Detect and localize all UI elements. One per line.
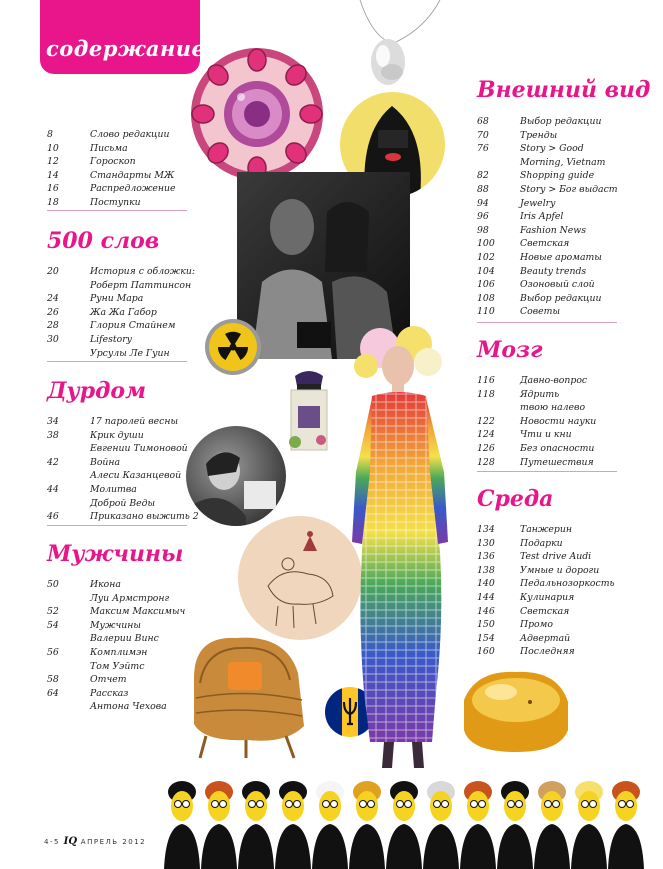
- divider: [47, 210, 187, 211]
- toc-entry-title: Озоновый слой: [520, 279, 595, 291]
- toc-page-number: 46: [47, 511, 59, 523]
- toc-page-number: 24: [47, 293, 59, 305]
- toc-page-number: 10: [47, 142, 59, 154]
- toc-page-number: 28: [47, 320, 59, 332]
- toc-page-number: 76: [477, 143, 489, 155]
- toc-entry-title: Test drive Audi: [520, 551, 592, 563]
- toc-entry-title: Икона: [90, 579, 121, 590]
- toc-entry-title: Умные и дороги: [520, 564, 600, 576]
- toc-page-number: 26: [47, 306, 59, 318]
- toc-page-number: 50: [47, 579, 59, 590]
- toc-entry-title: Светская: [520, 605, 570, 617]
- pink-ring-image: [183, 42, 331, 192]
- toc-entry-title: Глория Стайнем: [90, 320, 176, 332]
- divider: [477, 322, 617, 323]
- page-numbers: 4-5: [44, 838, 60, 846]
- toc-page-number: 140: [477, 578, 495, 590]
- toc-entry-title: Выбор редакции: [520, 292, 602, 304]
- toc-entry-title: Жа Жа Габор: [90, 306, 157, 318]
- toc-entry-title: Подарки: [520, 537, 563, 549]
- toc-entry-title: Приказано выжить 2: [90, 511, 199, 523]
- toc-page-number: 8: [47, 129, 53, 140]
- toc-entry-title: Story > Бог выдаст: [520, 183, 618, 195]
- toc-page-number: 144: [477, 591, 495, 603]
- divider: [477, 471, 617, 472]
- toc-page-number: 64: [47, 687, 59, 699]
- toc-page-number: 42: [47, 456, 59, 468]
- section-title-env: Среда: [477, 486, 554, 512]
- toc-entry-title: Советы: [520, 306, 561, 318]
- toc-entry-title: Кулинария: [520, 591, 575, 603]
- toc-entry-title: Beauty trends: [520, 265, 587, 277]
- toc-page-number: 58: [47, 674, 59, 686]
- issue-date: АПРЕЛЬ 2012: [80, 838, 147, 846]
- toc-page-number: 104: [477, 265, 495, 277]
- amber-ring-image: [456, 660, 576, 756]
- toc-entry-title: Рассказ: [90, 687, 129, 699]
- toc-entry-title: Поступки: [90, 196, 141, 208]
- toc-page-number: 118: [477, 388, 495, 400]
- footer: [44, 836, 146, 847]
- film-still-circle-image: [186, 426, 286, 526]
- toc-page-number: 82: [477, 170, 489, 182]
- toc-page-number: 136: [477, 551, 495, 563]
- toc-entry-title: Адвертай: [520, 632, 571, 644]
- toc-page-number: 34: [47, 416, 59, 427]
- toc-entry-title: Распредложение: [90, 183, 176, 195]
- toc-page-number: 128: [477, 456, 495, 468]
- toc-entry-title: Последняя: [520, 646, 575, 658]
- toc-entry-title: Стандарты МЖ: [90, 169, 175, 181]
- toc-entry-title: Shopping guide: [520, 170, 595, 182]
- section-title-brain: Мозг: [477, 337, 543, 363]
- toc-page-number: 52: [47, 606, 59, 618]
- toc-entry-title: Промо: [520, 619, 553, 631]
- toc-entry-title: Ядрить: [520, 388, 560, 400]
- toc-entry-title: Гороскоп: [90, 156, 136, 168]
- section-title-500-words: 500 слов: [47, 228, 160, 254]
- toc-page-number: 70: [477, 129, 489, 141]
- toc-entry-title: Доброй Веды: [90, 497, 156, 509]
- wicker-chair-image: [186, 628, 308, 760]
- toc-page-number: 102: [477, 251, 495, 263]
- toc-entry-title: Давно-вопрос: [520, 375, 588, 386]
- toc-page-number: 126: [477, 442, 495, 454]
- toc-page-number: 122: [477, 415, 495, 427]
- toc-page-number: 94: [477, 197, 489, 209]
- toc-entry-title: Педальнозоркость: [520, 578, 615, 590]
- toc-page-number: 88: [477, 183, 489, 195]
- toc-entry-title: Путешествия: [520, 456, 594, 468]
- toc-entry-title: Отчет: [90, 674, 127, 686]
- toc-entry-title: Jewelry: [520, 197, 556, 209]
- toc-entry-title: 17 паролей весны: [90, 416, 179, 427]
- toc-entry-title: Без опасности: [520, 442, 595, 454]
- section-title-durdom: Дурдом: [47, 378, 146, 404]
- cartoon-characters-strip: [160, 772, 663, 869]
- toc-entry-title: Евгении Тимоновой: [90, 443, 188, 455]
- toc-entry-title: Письма: [90, 142, 128, 154]
- perfume-bottle-image: [285, 368, 333, 452]
- toc-page-number: 54: [47, 619, 59, 631]
- toc-page-number: 18: [47, 196, 59, 208]
- toc-page-number: 138: [477, 564, 495, 576]
- radiation-icon: [203, 317, 263, 377]
- toc-page-number: 134: [477, 524, 495, 535]
- toc-entry-title: Крик души: [90, 429, 144, 441]
- toc-page-number: 44: [47, 483, 59, 495]
- toc-entry-title: Молитва: [90, 483, 137, 495]
- toc-page-number: 146: [477, 605, 495, 617]
- toc-entry-title: Выбор редакции: [520, 116, 602, 127]
- toc-page-number: 160: [477, 646, 495, 658]
- toc-entry-title: Руни Мара: [90, 293, 144, 305]
- magazine-logo: IQ: [63, 836, 78, 847]
- toc-page-number: 14: [47, 169, 59, 181]
- toc-page-number: 56: [47, 646, 59, 658]
- toc-page-number: 130: [477, 537, 495, 549]
- toc-entry-title: Луи Армстронг: [90, 592, 170, 604]
- divider: [47, 361, 187, 362]
- toc-entry-title: Валерии Винс: [90, 633, 159, 645]
- toc-page-number: 106: [477, 279, 495, 291]
- toc-entry-title: Война: [90, 456, 121, 468]
- toc-entry-title: Роберт Паттинсон: [90, 279, 192, 291]
- toc-entry-title: Светская: [520, 238, 570, 250]
- toc-page-number: 110: [477, 306, 495, 318]
- toc-page-number: 96: [477, 211, 489, 223]
- toc-entry-title: Чти и кни: [520, 429, 572, 441]
- section-title-men: Мужчины: [47, 541, 184, 567]
- toc-entry-title: Lifestory: [90, 333, 132, 345]
- toc-page-number: 12: [47, 156, 59, 168]
- toc-page-number: 30: [47, 333, 59, 345]
- page-title: содержание: [46, 36, 206, 61]
- pendant-necklace-image: [330, 0, 450, 95]
- toc-entry-title: Fashion News: [520, 224, 586, 236]
- toc-page-number: 38: [47, 429, 59, 441]
- toc-entry-title: Максим Максимыч: [90, 606, 186, 618]
- toc-page-number: 68: [477, 116, 489, 127]
- toc-entry-title: История с обложки:: [90, 266, 195, 277]
- divider: [47, 525, 187, 526]
- toc-entry-title: Новые ароматы: [520, 251, 602, 263]
- toc-entry-title: Мужчины: [90, 619, 141, 631]
- toc-page-number: 98: [477, 224, 489, 236]
- toc-entry-title: твою налево: [520, 402, 586, 414]
- toc-entry-title: Story > Good: [520, 143, 584, 155]
- toc-entry-title: Урсулы Ле Гуин: [90, 347, 170, 359]
- toc-entry-title: Том Уэйтс: [90, 660, 145, 672]
- toc-entry-title: Morning, Vietnam: [520, 156, 606, 168]
- toc-entry-title: Антона Чехова: [90, 701, 167, 713]
- toc-entry-title: Комплимэн: [90, 646, 148, 658]
- toc-page-number: 16: [47, 183, 59, 195]
- toc-page-number: 20: [47, 266, 59, 277]
- toc-entry-title: Тренды: [520, 129, 558, 141]
- toc-page-number: 108: [477, 292, 495, 304]
- toc-page-number: 100: [477, 238, 495, 250]
- toc-page-number: 116: [477, 375, 495, 386]
- toc-entry-title: Танжерин: [520, 524, 572, 535]
- toc-page-number: 150: [477, 619, 495, 631]
- toc-entry-title: Алеси Казанцевой: [90, 470, 182, 482]
- toc-page-number: 124: [477, 429, 495, 441]
- toc-entry-title: Iris Apfel: [520, 211, 564, 223]
- section-title-look: Внешний вид: [477, 77, 651, 103]
- fashion-model-image: [336, 322, 466, 774]
- toc-entry-title: Новости науки: [520, 415, 597, 427]
- toc-page-number: 154: [477, 632, 495, 644]
- toc-entry-title: Слово редакции: [90, 129, 170, 140]
